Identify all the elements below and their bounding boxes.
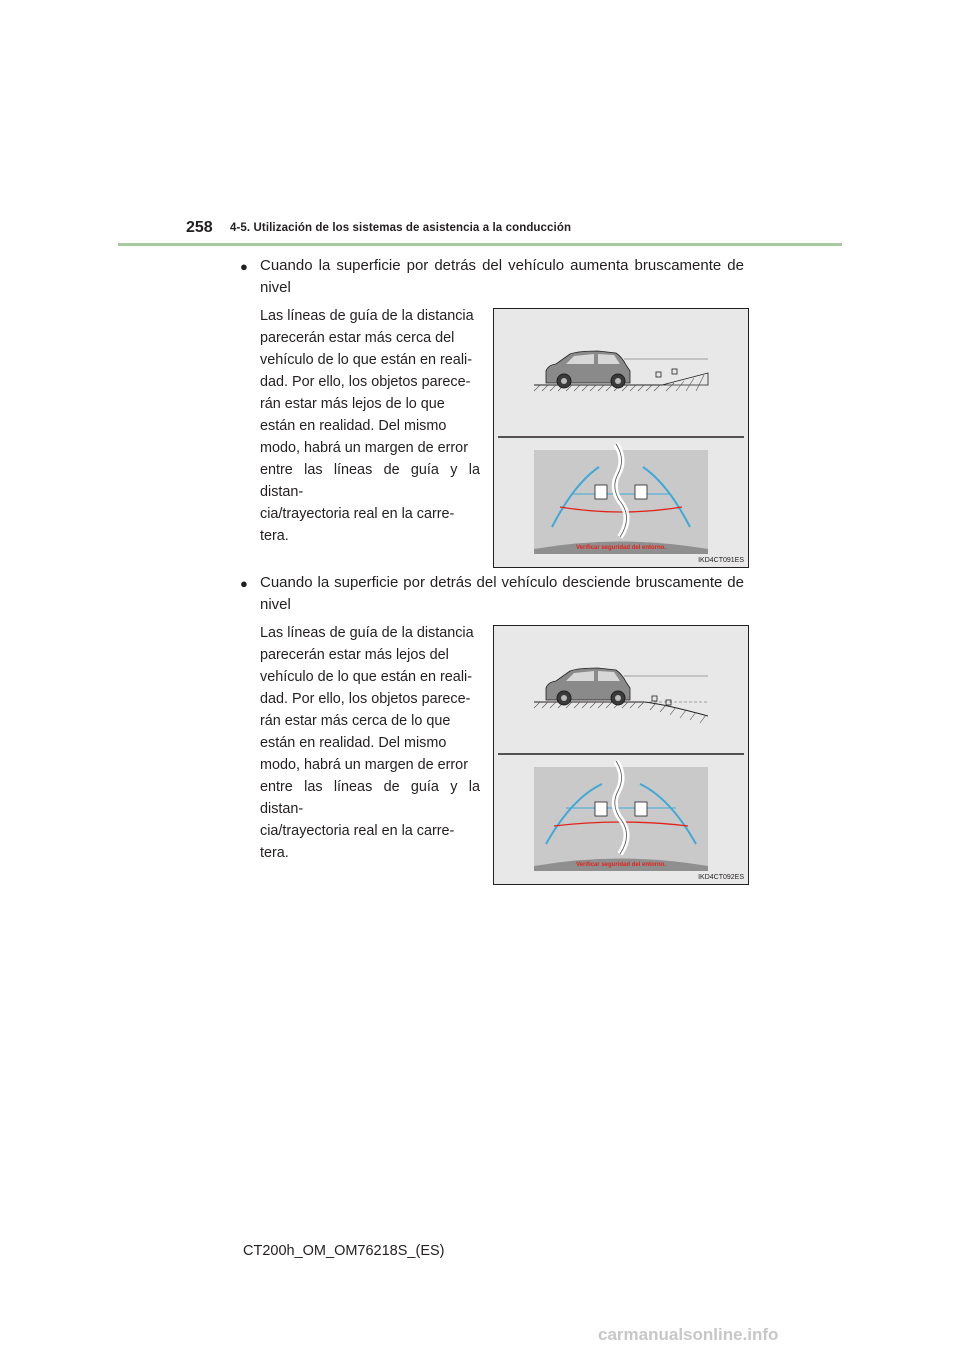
page-number: 258 <box>186 219 213 236</box>
body-line: rán estar más cerca de lo que <box>260 713 451 729</box>
bullet-icon: ● <box>240 259 248 274</box>
manual-code: CT200h_OM_OM76218S_(ES) <box>243 1243 445 1259</box>
svg-text:Verificar seguridad del entorn: Verificar seguridad del entorno. <box>575 862 667 868</box>
section-heading: Cuando la superficie por detrás del vehículo aumenta bruscamente de nivel <box>260 257 744 296</box>
body-line: dad. Por ello, los objetos parece- <box>260 374 471 390</box>
body-line: modo, habrá un margen de error <box>260 440 468 456</box>
body-line: Las líneas de guía de la distancia <box>260 308 474 324</box>
body-line: entre las líneas de guía y la distan- <box>260 462 480 500</box>
body-line: vehículo de lo que están en reali- <box>260 669 473 685</box>
body-line: modo, habrá un margen de error <box>260 757 468 773</box>
body-line: parecerán estar más cerca del <box>260 330 455 346</box>
section-body <box>260 305 480 547</box>
body-line: rán estar más lejos de lo que <box>260 396 445 412</box>
body-line: vehículo de lo que están en reali- <box>260 352 473 368</box>
figure-downhill <box>493 625 749 885</box>
body-line: dad. Por ello, los objetos parece- <box>260 691 471 707</box>
svg-text:Verificar seguridad del entorn: Verificar seguridad del entorno. <box>575 545 667 551</box>
watermark[interactable]: carmanualsonline.info <box>598 1325 779 1344</box>
bullet-icon: ● <box>240 576 248 591</box>
figure-code: IKD4CT092ES <box>698 874 744 881</box>
body-line: tera. <box>260 845 289 861</box>
body-line: tera. <box>260 528 289 544</box>
body-line: cia/trayectoria real en la carre- <box>260 823 455 839</box>
section-body <box>260 622 480 864</box>
body-line: están en realidad. Del mismo <box>260 735 447 751</box>
section-title: 4-5. Utilización de los sistemas de asistencia a la conducción <box>230 222 572 234</box>
downhill-illustration <box>494 626 748 884</box>
figure-uphill <box>493 308 749 568</box>
body-line: cia/trayectoria real en la carre- <box>260 506 455 522</box>
section-heading: Cuando la superficie por detrás del vehículo desciende bruscamente de nivel <box>260 574 744 613</box>
header-rule <box>118 243 842 246</box>
body-line: parecerán estar más lejos del <box>260 647 449 663</box>
body-line: Las líneas de guía de la distancia <box>260 625 474 641</box>
uphill-illustration <box>494 309 748 567</box>
figure-code: IKD4CT091ES <box>698 557 744 564</box>
body-line: están en realidad. Del mismo <box>260 418 447 434</box>
body-line: entre las líneas de guía y la distan- <box>260 779 480 817</box>
